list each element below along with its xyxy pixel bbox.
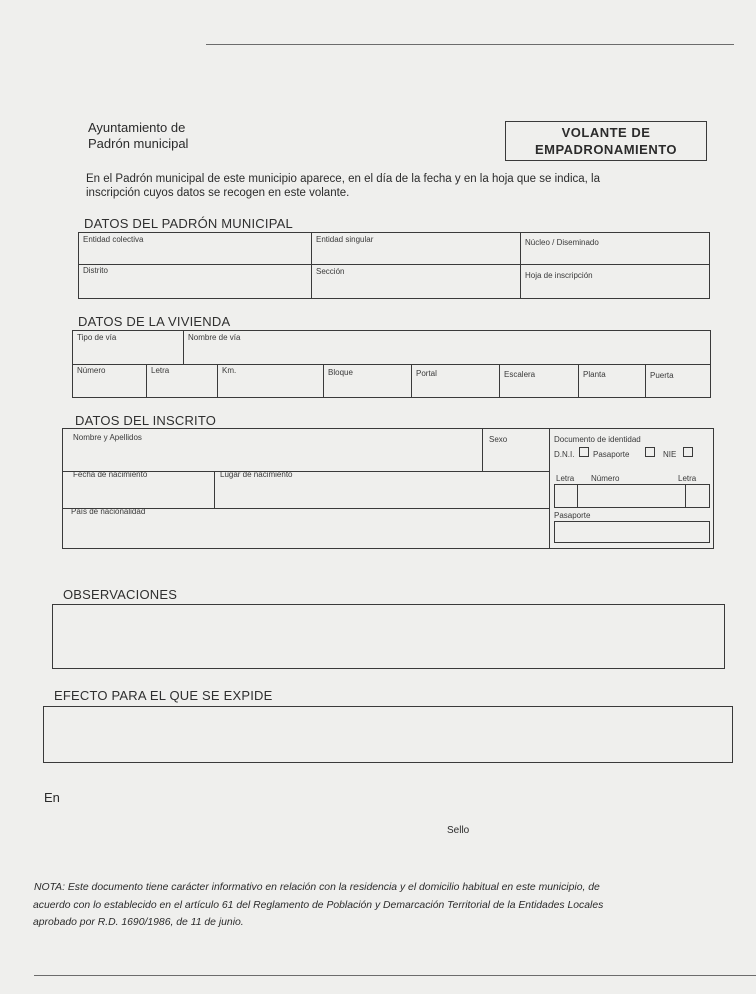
sello-label: Sello (447, 825, 470, 836)
padron-cell-hoja[interactable] (521, 265, 709, 298)
padron-title: DATOS DEL PADRÓN MUNICIPAL (84, 216, 293, 231)
title-line-1: VOLANTE DE (561, 125, 651, 140)
nota-line-3: aprobado por R.D. 1690/1986, de 11 de junio. (33, 917, 244, 928)
efecto-box[interactable] (43, 706, 733, 763)
nota-line-1: NOTA: Este documento tiene carácter informativo en relación con la residencia y el domicilio habitual en este municipio, de (34, 882, 600, 893)
label-seccion: Sección (316, 267, 345, 276)
label-pais: País de nacionalidad (71, 507, 146, 516)
label-nucleo: Núcleo / Diseminado (525, 238, 599, 247)
doc-letra-input-2[interactable] (686, 484, 710, 508)
label-letra-2: Letra (678, 474, 697, 483)
vivienda-cell-nombre-via[interactable] (184, 331, 710, 365)
header-line-2: Padrón municipal (88, 136, 189, 151)
label-km: Km. (222, 366, 237, 375)
vivienda-cell-puerta[interactable] (646, 365, 710, 397)
en-label: En (44, 790, 60, 805)
label-pasaporte: Pasaporte (554, 511, 591, 520)
dni-checkbox[interactable] (579, 447, 589, 457)
inscrito-title: DATOS DEL INSCRITO (75, 413, 217, 428)
label-letra: Letra (151, 366, 170, 375)
intro-line-1: En el Padrón municipal de este municipio aparece, en el día de la fecha y en la hoja que se indica, la (86, 173, 600, 185)
bottom-rule (34, 975, 756, 976)
intro-line-2: inscripción cuyos datos se recogen en este volante. (86, 187, 350, 199)
title-line-2: EMPADRONAMIENTO (534, 142, 678, 157)
label-dni: D.N.I. (554, 450, 575, 459)
top-rule (206, 44, 734, 45)
header-line-1: Ayuntamiento de (88, 120, 186, 135)
label-numero-doc: Número (591, 474, 620, 483)
padron-cell-distrito[interactable] (79, 265, 312, 298)
observaciones-title: OBSERVACIONES (63, 587, 178, 602)
label-numero: Número (77, 366, 106, 375)
label-nombre: Nombre y Apellidos (73, 433, 142, 442)
vivienda-title: DATOS DE LA VIVIENDA (78, 314, 231, 329)
label-documento: Documento de identidad (554, 435, 641, 444)
label-tipo-via: Tipo de vía (77, 333, 117, 342)
nie-checkbox[interactable] (683, 447, 693, 457)
label-lugar: Lugar de nacimiento (220, 470, 293, 479)
observaciones-box[interactable] (52, 604, 725, 669)
label-nombre-via: Nombre de vía (188, 333, 241, 342)
label-pasaporte-checkbox: Pasaporte (593, 450, 630, 459)
label-bloque: Bloque (328, 368, 353, 377)
label-letra-1: Letra (556, 474, 575, 483)
doc-letra-input-1[interactable] (554, 484, 578, 508)
label-hoja: Hoja de inscripción (525, 271, 593, 280)
label-entidad-singular: Entidad singular (316, 235, 374, 244)
label-entidad-colectiva: Entidad colectiva (83, 235, 144, 244)
label-nie: NIE (663, 450, 677, 459)
vivienda-table (72, 330, 711, 398)
label-sexo: Sexo (489, 435, 508, 444)
pasaporte-input[interactable] (554, 521, 710, 543)
label-puerta: Puerta (650, 371, 674, 380)
inscrito-table (62, 428, 714, 549)
efecto-title: EFECTO PARA EL QUE SE EXPIDE (54, 688, 273, 703)
padron-table (78, 232, 710, 299)
label-escalera: Escalera (504, 370, 536, 379)
label-planta: Planta (583, 370, 606, 379)
label-portal: Portal (416, 369, 437, 378)
doc-numero-input[interactable] (578, 484, 686, 508)
label-distrito: Distrito (83, 266, 108, 275)
pasaporte-checkbox[interactable] (645, 447, 655, 457)
nota-line-2: acuerdo con lo establecido en el artículo 61 del Reglamento de Población y Demarcación Territorial de la Entidades Locales (33, 900, 604, 911)
label-fecha: Fecha de nacimiento (73, 470, 148, 479)
